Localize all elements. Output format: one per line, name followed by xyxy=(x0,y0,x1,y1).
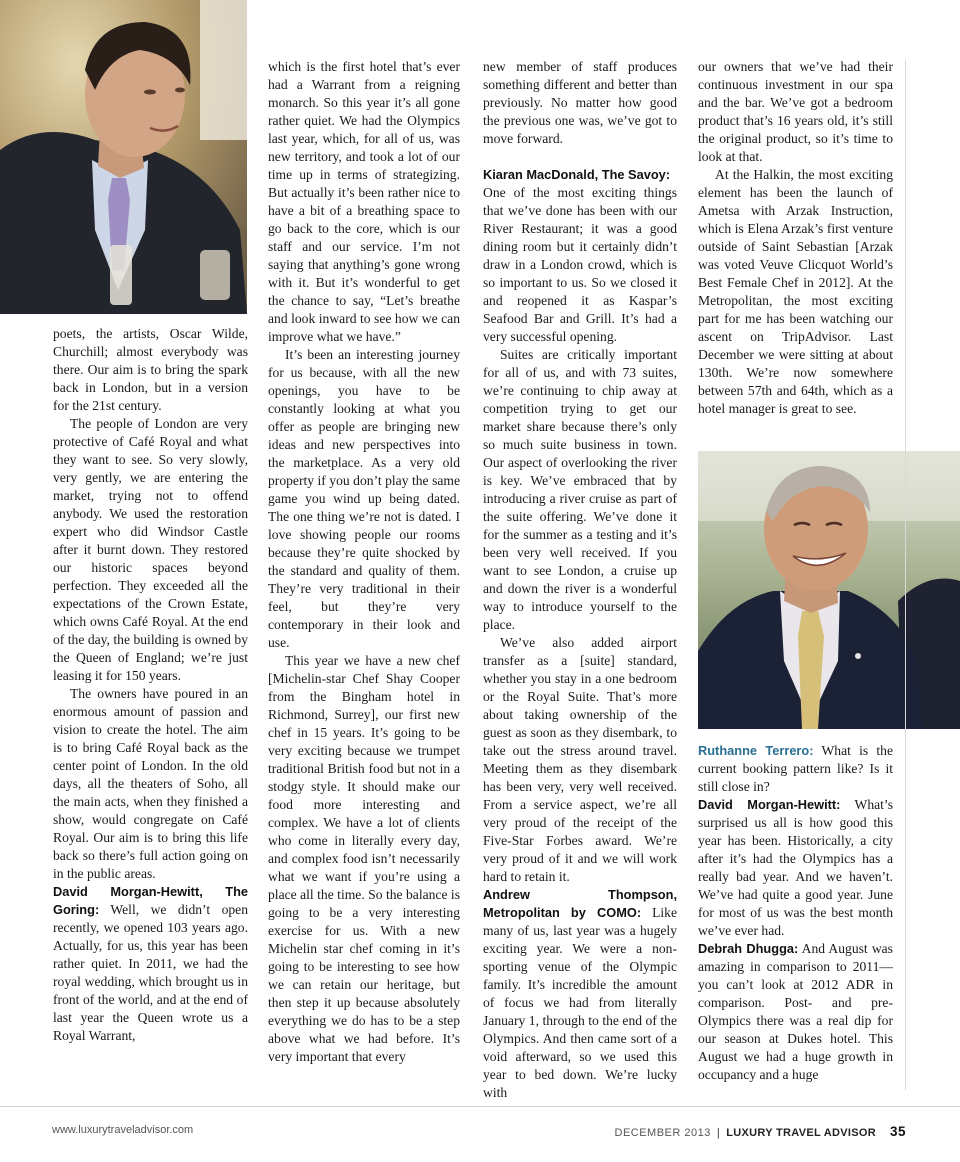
article-paragraph xyxy=(53,883,248,1045)
speaker-name: David Morgan-Hewitt: xyxy=(698,797,841,812)
article-paragraph: Suites are critically important for all of us, and with 73 suites, we’re continuing to chip away at competition trying to get our market share because there’s only so much suite business in town. Our aspect of overlooking the river is key. We’ve embraced that by introducing a river cruise as part of the suite offering. We’ve done it for the summer as a testing and it’s been very well received. If you want to see London, a cruise up and down the river is a wonderful way to introduce yourself to the place. xyxy=(483,347,677,632)
article-column-3 xyxy=(483,58,677,1102)
footer-folio xyxy=(615,1124,907,1139)
magazine-name: LUXURY TRAVEL ADVISOR xyxy=(726,1127,876,1139)
article-paragraph: poets, the artists, Oscar Wilde, Churchill; almost everybody was there. Our aim is to bring the spark back in London, but in a version for the 21st century. xyxy=(53,326,248,413)
article-paragraph: At the Halkin, the most exciting element has been the launch of Ametsa with Arzak Instruction, which is Elena Arzak’s first venture outside of Saint Sebastian [Arzak was voted Veuve Clicquot World’s Best Female Chef in 2012]. At the Metropolitan, the most exciting part for me has been watching our ascent on TripAdvisor. Last December we were sitting at about 130th. We’re now somewhere between 57th and 64th, which as a hotel manager is great to see. xyxy=(698,167,893,416)
photo-speaker-right xyxy=(698,451,960,729)
speaker-name: Andrew Thompson, Metropolitan by COMO: xyxy=(483,887,677,920)
question-text: What is the current booking pattern like? Is it still close in? xyxy=(698,743,893,794)
article-column-4-lower xyxy=(698,742,893,1084)
article-paragraph xyxy=(483,886,677,1102)
photo-david-morgan-hewitt xyxy=(0,0,247,314)
footer-website: www.luxurytraveladvisor.com xyxy=(52,1124,194,1136)
article-paragraph: our owners that we’ve had their continuous investment in our spa and the bar. We’ve got a bedroom product that’s 16 years old, it’s still the original product, so it’s time to look at that. xyxy=(698,59,893,164)
interviewer-name: Ruthanne Terrero: xyxy=(698,743,814,758)
page-number: 35 xyxy=(889,1124,906,1139)
article-paragraph: The people of London are very protective of Café Royal and what they want to see. So very slowly, very gently, we are entering the market, trying not to offend anybody. We used the restoration expert who did Windsor Castle after it burnt down. They restored our historic spaces beyond perfection. They exceeded all the expectations of the Crown Estate, which owns Café Royal. At the end of the day, the building is owned by the Queen of England; we’re just leasing it for 150 years. xyxy=(53,416,248,683)
speaker-text: Like many of us, last year was a hugely exciting year. We were a non-sporting venue of the Olympic family. It’s incredible the amount of focus we had from literally January 1, through to the end of the Olympics. And then came sort of a void afterward, so we used this year to bed down. We’re lucky with xyxy=(483,905,678,1100)
speaker-name: Debrah Dhugga: xyxy=(698,941,799,956)
article-paragraph xyxy=(698,742,893,796)
speaker-name: David Morgan-Hewitt, The Goring: xyxy=(53,884,248,917)
speaker-heading xyxy=(483,166,677,184)
article-column-2 xyxy=(268,58,460,1066)
folio-separator: | xyxy=(716,1127,721,1139)
issue-date: DECEMBER 2013 xyxy=(614,1127,711,1139)
article-paragraph: It’s been an interesting journey for us because, with all the new openings, you have to be constantly looking at what you offer as people are bringing new ideas and new perspectives into the marketplace. As a very old property if you don’t play the same game you wind up being dated. The one thing we’re not is dated. I love showing people our rooms because they’re quite shocked by the standard and quality of them. They’re very traditional in their feel, but they’re very contemporary in their look and use. xyxy=(268,347,460,650)
article-paragraph: One of the most exciting things that we’ve done has been with our River Restaurant; it was a good dining room but it certainly didn’t draw in a London crowd, which is so important to us. So we closed it and reopened it as Kaspar’s Seafood Bar and Grill. It’s had a very successful opening. xyxy=(483,185,677,344)
article-paragraph xyxy=(698,796,893,940)
article-paragraph: The owners have poured in an enormous amount of passion and vision to create the hotel. The aim is to bring Café Royal back as the center point of London. In the old days, all the theaters of Soho, all the main acts, when they finished a show, would congregate on Café Royal. Our aim is to bring this life back so there’s full action going on in the public areas. xyxy=(53,686,248,881)
article-column-1 xyxy=(53,325,248,1045)
column-divider xyxy=(905,60,906,1090)
speaker-text: And August was amazing in comparison to 2011—you can’t look at 2012 ADR in comparison. Post- and pre-Olympics there was a real dip for our season at Dukes hotel. This August we had a huge growth in occupancy and a huge xyxy=(698,941,893,1082)
article-paragraph xyxy=(698,940,893,1084)
article-paragraph: This year we have a new chef [Michelin-star Chef Shay Cooper from the Bingham hotel in Richmond, Surrey], our first new chef in 15 years. It’s going to be very exciting because we trumpet traditional British food but not in a stodgy style. It should make our food more interesting and complex. We have a lot of clients who come in literally every day, and complex food isn’t necessarily what we want if you’re using a place all the time. So the balance is going to be a very interesting exercise for us. With a new Michelin star chef coming in it’s going to be interesting to see how we can retain our heritage, but then step it up because absolutely everything we do has to be a step above what we had before. It’s very important that every xyxy=(268,653,460,1064)
article-paragraph: which is the first hotel that’s ever had a Warrant from a reigning monarch. So this year it’s all gone rather quiet. We had the Olympics last year, which, for all of us, was new territory, and took a lot of our time up in terms of strategizing. But actually it’s been rather nice to have a bit of a breathing space to go back to the core, which is our staff and our service. I’m not saying that anything’s gone wrong with it. But it’s wonderful to get the chance to say, “Let’s breathe and look inward to see how we can improve what we have.” xyxy=(268,59,460,344)
speaker-name: Kiaran MacDonald, The Savoy: xyxy=(483,167,671,182)
footer-divider xyxy=(0,1106,960,1107)
speaker-text: What’s surprised us all is how good this year has been. Historically, a city after it’s had the Olympics has a really bad year. And we haven’t. We’ve had quite a good year. June for most of us was the best month we’ve ever had. xyxy=(698,797,893,938)
article-paragraph: We’ve also added airport transfer as a [suite] standard, whether you stay in a one bedroom or the Royal Suite. That’s more about taking ownership of the guest as soon as they disembark, to take out the stress around travel. Meeting them as they disembark has been very, very well received. From a service aspect, we’re all very proud of the receipt of the Five-Star Forbes award. We’re very proud of it and we will work hard to retain it. xyxy=(483,635,677,884)
article-column-4-upper xyxy=(698,58,893,418)
speaker-text: Well, we didn’t open recently, we opened 103 years ago. Actually, for us, this year has been rather quiet. In 2011, we had the royal wedding, which brought us in front of the world, and at the end of last year the Queen wrote us a Royal Warrant, xyxy=(53,902,248,1043)
article-paragraph: new member of staff produces something different and better than previously. No matter how good the previous one was, we’ve got to move forward. xyxy=(483,59,677,146)
